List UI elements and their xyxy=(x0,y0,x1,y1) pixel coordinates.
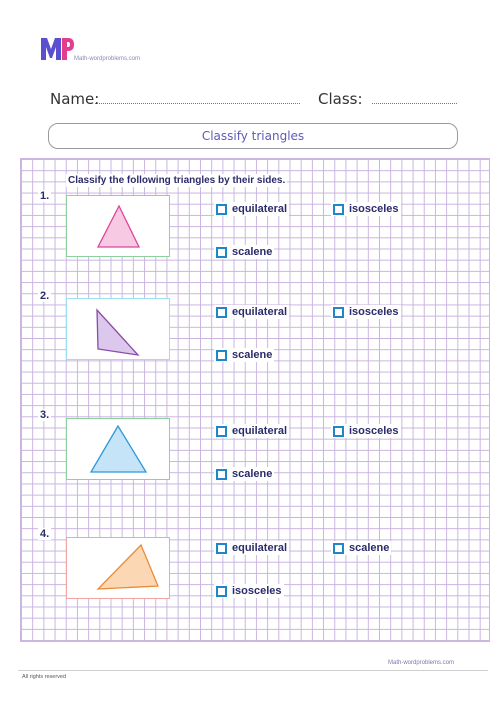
option-equilateral-2[interactable]: equilateral xyxy=(214,305,289,319)
triangle-frame-4 xyxy=(66,537,170,599)
question-number-1: 1. xyxy=(40,190,50,202)
option-scalene-4[interactable]: scalene xyxy=(331,541,391,555)
checkbox[interactable] xyxy=(216,469,227,480)
name-label: Name: xyxy=(50,90,100,108)
option-equilateral-1[interactable]: equilateral xyxy=(214,202,289,216)
checkbox[interactable] xyxy=(216,543,227,554)
question-number-2: 2. xyxy=(40,290,50,302)
checkbox[interactable] xyxy=(333,543,344,554)
option-isosceles-3[interactable]: isosceles xyxy=(331,424,401,438)
instruction-text: Classify the following triangles by their sides. xyxy=(68,175,286,186)
option-scalene-2[interactable]: scalene xyxy=(214,348,274,362)
page-title: Classify triangles xyxy=(48,123,458,149)
triangle-frame-2 xyxy=(66,298,170,360)
isosceles-triangle-icon xyxy=(67,196,168,255)
checkbox[interactable] xyxy=(333,307,344,318)
footer-divider xyxy=(18,670,488,671)
option-isosceles-2[interactable]: isosceles xyxy=(331,305,401,319)
option-equilateral-3[interactable]: equilateral xyxy=(214,424,289,438)
scalene-triangle-icon xyxy=(67,538,168,597)
checkbox[interactable] xyxy=(216,350,227,361)
triangle-frame-1 xyxy=(66,195,170,257)
question-number-3: 3. xyxy=(40,409,50,421)
checkbox[interactable] xyxy=(216,307,227,318)
option-isosceles-4[interactable]: isosceles xyxy=(214,584,284,598)
option-equilateral-4[interactable]: equilateral xyxy=(214,541,289,555)
name-field[interactable] xyxy=(95,103,300,104)
option-isosceles-1[interactable]: isosceles xyxy=(331,202,401,216)
class-field[interactable] xyxy=(372,103,457,104)
logo-mark-icon xyxy=(40,36,74,62)
checkbox[interactable] xyxy=(216,426,227,437)
checkbox[interactable] xyxy=(216,204,227,215)
logo-caption: Math-wordproblems.com xyxy=(74,56,141,62)
option-scalene-3[interactable]: scalene xyxy=(214,467,274,481)
footer-rights: All rights reserved xyxy=(22,674,67,680)
scalene-triangle-icon xyxy=(67,299,168,358)
question-number-4: 4. xyxy=(40,528,50,540)
checkbox[interactable] xyxy=(216,586,227,597)
equilateral-triangle-icon xyxy=(67,419,168,478)
checkbox[interactable] xyxy=(216,247,227,258)
checkbox[interactable] xyxy=(333,204,344,215)
triangle-frame-3 xyxy=(66,418,170,480)
checkbox[interactable] xyxy=(333,426,344,437)
option-scalene-1[interactable]: scalene xyxy=(214,245,274,259)
footer-site: Math-wordproblems.com xyxy=(388,660,455,666)
logo xyxy=(40,36,150,66)
class-label: Class: xyxy=(318,90,363,108)
